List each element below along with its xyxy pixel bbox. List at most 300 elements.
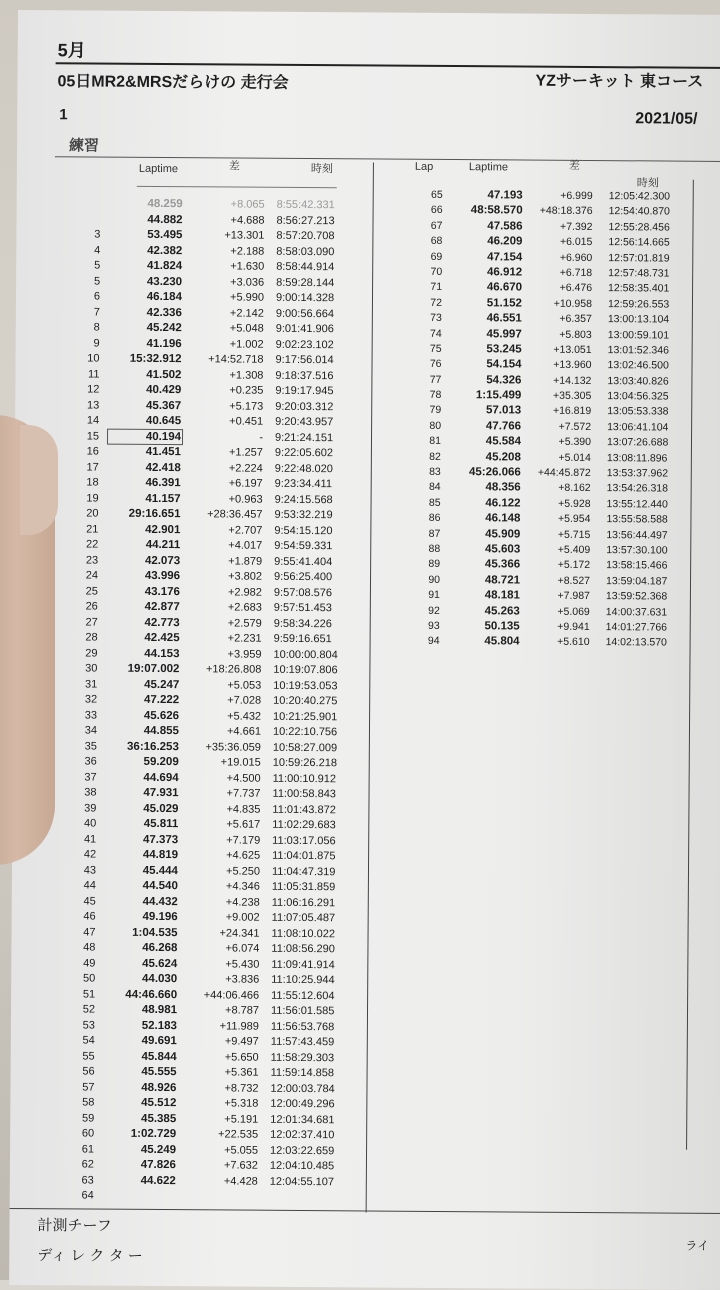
lap-time: 52.183 <box>105 1019 177 1032</box>
lap-diff: +0.963 <box>187 493 263 506</box>
timing-chief-label: 計測チーフ <box>37 1214 111 1236</box>
lap-diff: +4.688 <box>188 214 264 227</box>
lap-number: 71 <box>416 281 442 293</box>
lap-diff: +6.074 <box>183 942 259 955</box>
lap-time: 40.194 <box>109 430 181 443</box>
lap-diff: +8.162 <box>523 482 591 494</box>
lap-number: 51 <box>71 988 95 1000</box>
lap-clock: 13:00:59.101 <box>608 329 688 342</box>
lap-clock: 11:57:43.459 <box>271 1036 351 1049</box>
lap-clock: 13:02:46.500 <box>607 359 687 372</box>
lap-number: 19 <box>75 492 99 504</box>
lap-diff: +7.392 <box>524 220 592 232</box>
lap-time: 45:26.066 <box>449 466 521 479</box>
lap-diff: +0.451 <box>187 415 263 428</box>
lap-diff: +5.191 <box>182 1113 258 1126</box>
lap-diff: +13.301 <box>188 229 264 242</box>
lap-clock: 9:01:41.906 <box>276 323 356 336</box>
lap-clock: 11:58:29.303 <box>271 1051 351 1064</box>
lap-time: 42.073 <box>108 554 180 567</box>
lap-time: 44:46.660 <box>105 988 177 1001</box>
lap-diff: +8.732 <box>182 1082 258 1095</box>
lap-number: 65 <box>417 189 443 201</box>
lap-number: 25 <box>74 585 98 597</box>
lap-time: 45.247 <box>107 678 179 691</box>
lap-number: 5 <box>76 259 100 271</box>
lap-time: 41.502 <box>109 368 181 381</box>
lap-clock: 9:19:17.945 <box>275 385 355 398</box>
lap-time: 42.418 <box>109 461 181 474</box>
lap-diff: +4.835 <box>184 803 260 816</box>
lap-number: 53 <box>71 1019 95 1031</box>
lap-number: 14 <box>75 414 99 426</box>
lap-number: 75 <box>416 343 442 355</box>
lap-number: 29 <box>73 647 97 659</box>
lap-time: 41.196 <box>110 337 182 350</box>
left-col-clock: 時刻 <box>311 160 333 176</box>
lap-clock: 9:20:43.957 <box>275 416 355 429</box>
lap-number: 20 <box>74 507 98 519</box>
lap-clock: 12:05:42.300 <box>609 190 689 203</box>
lap-time: 46.391 <box>109 477 181 490</box>
lap-diff: +14:52.718 <box>188 353 264 366</box>
lap-time <box>104 1190 176 1191</box>
lap-clock: 13:59:52.368 <box>606 590 686 603</box>
lap-diff: +6.718 <box>524 266 592 278</box>
lap-number: 44 <box>72 879 96 891</box>
lap-clock: 13:55:58.588 <box>606 513 686 526</box>
lap-clock: 11:06:16.291 <box>272 896 352 909</box>
lap-diff: +5.990 <box>188 291 264 304</box>
lap-time: 47.826 <box>104 1159 176 1172</box>
lap-time: 45.444 <box>106 864 178 877</box>
lap-time: 45.804 <box>448 635 520 648</box>
lap-number: 50 <box>71 972 95 984</box>
lap-diff: +4.500 <box>185 772 261 785</box>
lap-time: 44.855 <box>107 725 179 738</box>
lap-number: 93 <box>414 620 440 632</box>
lap-number: 17 <box>75 461 99 473</box>
lap-number: 37 <box>73 771 97 783</box>
lap-diff: +2.224 <box>187 462 263 475</box>
lap-time: 46.268 <box>105 942 177 955</box>
lap-clock: 10:19:53.053 <box>273 679 353 692</box>
lap-diff: +4.428 <box>182 1175 258 1188</box>
lap-diff: +1.630 <box>188 260 264 273</box>
lap-number: 26 <box>74 600 98 612</box>
lap-time: 44.153 <box>107 647 179 660</box>
lap-clock: 9:57:51.453 <box>274 602 354 615</box>
lap-clock: 9:02:23.102 <box>276 338 356 351</box>
lap-clock: 10:22:10.756 <box>273 726 353 739</box>
lap-diff: +5.055 <box>182 1144 258 1157</box>
lap-rows-right <box>414 189 697 653</box>
lap-diff: +7.179 <box>184 834 260 847</box>
lap-clock: 8:58:44.914 <box>276 261 356 274</box>
lap-clock: 13:03:40.826 <box>607 375 687 388</box>
lap-diff: +7.987 <box>522 590 590 602</box>
lap-diff: +6.197 <box>187 477 263 490</box>
lap-time: 1:15.499 <box>449 389 521 402</box>
lap-time: 47.931 <box>106 787 178 800</box>
lap-number: 21 <box>74 523 98 535</box>
lap-number: 22 <box>74 538 98 550</box>
lap-number: 24 <box>74 569 98 581</box>
lap-number: 12 <box>75 383 99 395</box>
lap-number: 55 <box>71 1050 95 1062</box>
right-col-clock: 時刻 <box>637 174 659 190</box>
lap-clock: 11:08:10.022 <box>272 927 352 940</box>
lap-time: 51.152 <box>450 297 522 310</box>
lap-number: 23 <box>74 554 98 566</box>
lap-time: 36:16.253 <box>107 740 179 753</box>
lap-number: 76 <box>415 358 441 370</box>
lap-number: 30 <box>73 662 97 674</box>
lap-diff: +5.715 <box>522 528 590 540</box>
lap-clock: 13:06:41.104 <box>607 421 687 434</box>
lap-number: 56 <box>71 1065 95 1077</box>
lap-diff: +5.014 <box>523 451 591 463</box>
lap-number: 84 <box>415 481 441 493</box>
lap-clock: 9:21:24.151 <box>275 431 355 444</box>
lap-diff: +3.959 <box>185 648 261 661</box>
lap-number: 69 <box>416 250 442 262</box>
lap-diff: +10.958 <box>524 297 592 309</box>
right-col-laptime: Laptime <box>469 161 508 173</box>
lap-clock: 12:04:10.485 <box>270 1160 350 1173</box>
lap-number: 63 <box>70 1174 94 1186</box>
lap-time: 48.981 <box>105 1004 177 1017</box>
lap-diff: +5.173 <box>187 400 263 413</box>
lap-time: 47.154 <box>450 251 522 264</box>
lap-time: 1:02.729 <box>104 1128 176 1141</box>
lap-time: 44.211 <box>108 539 180 552</box>
lap-time: 45.811 <box>106 818 178 831</box>
lap-clock: 14:02:13.570 <box>606 636 686 649</box>
lap-clock: 11:05:31.859 <box>272 881 352 894</box>
lap-diff: +5.432 <box>185 710 261 723</box>
lap-time: 45.584 <box>449 435 521 448</box>
lap-clock: 9:24:15.568 <box>275 493 355 506</box>
lap-number: 38 <box>72 786 96 798</box>
lap-clock: 9:56:25.400 <box>274 571 354 584</box>
lap-clock: 12:56:14.665 <box>608 236 688 249</box>
lap-clock: 10:19:07.806 <box>273 664 353 677</box>
lap-clock: 10:20:40.275 <box>273 695 353 708</box>
lap-diff: +19.015 <box>185 756 261 769</box>
lap-time: 43.176 <box>108 585 180 598</box>
lap-rows-left <box>70 213 357 1207</box>
lap-clock: 11:55:12.604 <box>271 989 351 1002</box>
lap-number: 89 <box>414 558 440 570</box>
lap-diff: +4.238 <box>184 896 260 909</box>
lap-number: 85 <box>415 497 441 509</box>
lap-time: 42.336 <box>110 306 182 319</box>
left-col-laptime: Laptime <box>139 163 178 175</box>
lap-number: 54 <box>71 1034 95 1046</box>
lap-time: 45.385 <box>104 1112 176 1125</box>
lap-diff: +5.390 <box>523 436 591 448</box>
lap-diff: +7.737 <box>184 787 260 800</box>
lap-number: 62 <box>70 1158 94 1170</box>
lap-time: 45.555 <box>105 1066 177 1079</box>
lap-time: 47.586 <box>450 220 522 233</box>
lap-time: 49.196 <box>106 911 178 924</box>
lap-number: 90 <box>414 574 440 586</box>
lap-number: 27 <box>74 616 98 628</box>
lap-diff: +7.632 <box>182 1159 258 1172</box>
lap-clock: 9:55:41.404 <box>274 555 354 568</box>
lap-diff <box>182 1190 258 1191</box>
lap-table-left <box>70 197 357 1206</box>
lap-diff: +9.002 <box>184 911 260 924</box>
event-title: 05日MR2&MRSだらけの 走行会 <box>57 68 288 93</box>
lap-diff: +8.065 <box>189 198 265 211</box>
lap-number: 16 <box>75 445 99 457</box>
lap-clock: 12:54:40.870 <box>609 206 689 219</box>
lap-clock: 13:08:11.896 <box>607 452 687 465</box>
lap-number: 45 <box>72 895 96 907</box>
lap-number: 32 <box>73 693 97 705</box>
lap-number: 57 <box>70 1081 94 1093</box>
lap-clock: 11:56:53.768 <box>271 1020 351 1033</box>
lap-diff: +5.172 <box>522 559 590 571</box>
lap-number: 4 <box>76 244 100 256</box>
lap-number: 8 <box>76 321 100 333</box>
lap-diff: +1.879 <box>186 555 262 568</box>
lap-number: 36 <box>73 755 97 767</box>
lap-clock: 13:54:26.318 <box>607 483 687 496</box>
lap-time: 46.551 <box>450 312 522 325</box>
lap-time: 45.997 <box>450 328 522 341</box>
lap-diff: +6.960 <box>524 251 592 263</box>
footer-right-text: ライ <box>685 1237 709 1254</box>
lap-diff: +4.625 <box>184 849 260 862</box>
lap-number: 18 <box>75 476 99 488</box>
lap-clock: 9:00:56.664 <box>276 307 356 320</box>
lap-diff: +13.051 <box>524 343 592 355</box>
lap-clock: 11:10:25.944 <box>271 974 351 987</box>
lap-time: 48.259 <box>111 198 183 211</box>
lap-time: 40.645 <box>109 415 181 428</box>
lap-clock: 12:01:34.681 <box>270 1113 350 1126</box>
lap-number: 39 <box>72 802 96 814</box>
lap-time: 45.366 <box>448 558 520 571</box>
lap-number: 6 <box>76 290 100 302</box>
lap-clock <box>270 1191 350 1192</box>
lap-diff: +16.819 <box>523 405 591 417</box>
lap-number: 82 <box>415 450 441 462</box>
lap-clock: 8:56:27.213 <box>276 214 356 227</box>
lap-clock: 12:59:26.553 <box>608 298 688 311</box>
lap-time: 46.209 <box>450 235 522 248</box>
lap-table-right <box>414 189 697 653</box>
lap-clock: 9:17:56.014 <box>276 354 356 367</box>
lap-number: 48 <box>71 941 95 953</box>
lap-time: 42.901 <box>108 523 180 536</box>
lap-clock: 9:20:03.312 <box>275 400 355 413</box>
table-row <box>70 1189 350 1206</box>
lap-number: 9 <box>76 337 100 349</box>
lap-time: 45.626 <box>107 709 179 722</box>
lap-diff: +48:18.376 <box>525 205 593 217</box>
lap-diff: +14.132 <box>523 374 591 386</box>
lap-diff: +5.250 <box>184 865 260 878</box>
lap-clock: 9:58:34.226 <box>274 617 354 630</box>
lap-number: 35 <box>73 740 97 752</box>
thumb <box>20 425 58 535</box>
lap-clock: 9:22:05.602 <box>275 447 355 460</box>
lap-time: 44.622 <box>104 1174 176 1187</box>
lap-number: 83 <box>415 466 441 478</box>
lap-clock: 13:07:26.688 <box>607 436 687 449</box>
lap-time: 46.912 <box>450 266 522 279</box>
lap-diff: +5.053 <box>185 679 261 692</box>
lap-diff: +5.650 <box>183 1051 259 1064</box>
lap-time: 48.926 <box>104 1081 176 1094</box>
lap-number: 92 <box>414 604 440 616</box>
lap-diff: +2.142 <box>188 307 264 320</box>
lap-clock: 11:04:47.319 <box>272 865 352 878</box>
lap-diff: +5.318 <box>182 1097 258 1110</box>
lap-clock: 9:59:16.651 <box>274 633 354 646</box>
lap-time: 40.429 <box>109 384 181 397</box>
lap-diff: +9.497 <box>183 1035 259 1048</box>
lap-clock: 13:53:37.962 <box>607 467 687 480</box>
lap-diff: +5.048 <box>188 322 264 335</box>
lap-number: 15 <box>75 430 99 442</box>
lap-time: 45.249 <box>104 1143 176 1156</box>
lap-diff: +5.409 <box>522 544 590 556</box>
lap-number: 77 <box>415 373 441 385</box>
lap-number: 59 <box>70 1112 94 1124</box>
lap-diff: +1.308 <box>187 369 263 382</box>
lap-clock: 13:55:12.440 <box>607 498 687 511</box>
lap-clock: 13:04:56.325 <box>607 390 687 403</box>
lap-clock: 12:55:28.456 <box>608 221 688 234</box>
lap-diff: +0.235 <box>187 384 263 397</box>
lap-clock: 11:03:17.056 <box>272 834 352 847</box>
lap-clock: 11:59:14.858 <box>271 1067 351 1080</box>
lap-time: 49.691 <box>105 1035 177 1048</box>
lap-clock: 12:57:48.731 <box>608 267 688 280</box>
lap-time: 48.721 <box>448 574 520 587</box>
lap-clock: 11:08:56.290 <box>271 943 351 956</box>
lap-number: 41 <box>72 833 96 845</box>
lap-number: 94 <box>414 635 440 647</box>
lap-diff: +1.257 <box>187 446 263 459</box>
lap-clock: 13:59:04.187 <box>606 575 686 588</box>
lap-number: 3 <box>76 228 100 240</box>
lap-time: 45.029 <box>106 802 178 815</box>
right-col-lap: Lap <box>415 161 433 173</box>
lap-number: 40 <box>72 817 96 829</box>
lap-number: 33 <box>73 709 97 721</box>
lap-time: 19:07.002 <box>107 663 179 676</box>
lap-clock: 12:57:01.819 <box>608 252 688 265</box>
lap-clock: 11:02:29.683 <box>272 819 352 832</box>
lap-clock: 10:59:26.218 <box>273 757 353 770</box>
lap-diff: +35.305 <box>523 390 591 402</box>
lap-diff: +28:36.457 <box>186 508 262 521</box>
lap-clock: 9:54:15.120 <box>274 524 354 537</box>
lap-number: 91 <box>414 589 440 601</box>
lap-clock: 11:56:01.585 <box>271 1005 351 1018</box>
lap-diff: +2.707 <box>186 524 262 537</box>
lap-number: 10 <box>76 352 100 364</box>
lap-time: 45.242 <box>110 322 182 335</box>
month-label: 5月 <box>58 36 86 62</box>
lap-diff: +2.579 <box>186 617 262 630</box>
lap-time: 41.824 <box>110 260 182 273</box>
lap-time: 45.603 <box>448 543 520 556</box>
lap-number: 78 <box>415 389 441 401</box>
lap-number: 86 <box>414 512 440 524</box>
lap-number: 58 <box>70 1096 94 1108</box>
lap-diff: +5.954 <box>522 513 590 525</box>
lap-diff: +18:26.808 <box>185 663 261 676</box>
lap-clock: 14:00:37.631 <box>606 606 686 619</box>
lap-time: 45.844 <box>105 1050 177 1063</box>
lap-diff: +5.069 <box>522 605 590 617</box>
lap-clock: 11:01:43.872 <box>272 803 352 816</box>
lap-number: 68 <box>416 235 442 247</box>
lap-diff: +6.357 <box>524 313 592 325</box>
lap-clock: 11:09:41.914 <box>271 958 351 971</box>
lap-time: 54.326 <box>449 374 521 387</box>
lap-number: 72 <box>416 297 442 309</box>
lap-number: 81 <box>415 435 441 447</box>
lap-diff: +44:45.872 <box>523 467 591 479</box>
lap-diff: +3.836 <box>183 973 259 986</box>
lap-diff: - <box>187 431 263 444</box>
lap-diff: +5.430 <box>183 958 259 971</box>
lap-time: 44.819 <box>106 849 178 862</box>
lap-number: 88 <box>414 543 440 555</box>
lap-diff: +44:06.466 <box>183 989 259 1002</box>
lap-time: 45.367 <box>109 399 181 412</box>
lap-time: 57.013 <box>449 404 521 417</box>
lap-clock: 13:57:30.100 <box>606 544 686 557</box>
lap-diff: +24.341 <box>184 927 260 940</box>
lap-diff: +4.661 <box>185 725 261 738</box>
lap-time: 42.773 <box>108 616 180 629</box>
lap-time: 53.245 <box>450 343 522 356</box>
lap-diff: +13.960 <box>523 359 591 371</box>
lap-clock: 10:21:25.901 <box>273 710 353 723</box>
lap-time: 44.432 <box>106 895 178 908</box>
lap-diff: +2.188 <box>188 245 264 258</box>
lap-number: 43 <box>72 864 96 876</box>
lap-clock: 9:53:32.219 <box>274 509 354 522</box>
lap-number: 28 <box>74 631 98 643</box>
lap-time: 1:04.535 <box>106 926 178 939</box>
lap-clock: 10:58:27.009 <box>273 741 353 754</box>
lap-number: 42 <box>72 848 96 860</box>
lap-clock: 9:23:34.411 <box>275 478 355 491</box>
lap-diff: +8.787 <box>183 1004 259 1017</box>
lap-number: 74 <box>416 327 442 339</box>
lap-clock: 13:01:52.346 <box>608 344 688 357</box>
lap-number: 49 <box>71 957 95 969</box>
lap-diff: +7.028 <box>185 694 261 707</box>
table-row <box>414 635 694 652</box>
lap-diff: +3.802 <box>186 570 262 583</box>
lap-number: 11 <box>75 368 99 380</box>
lap-number: 13 <box>75 399 99 411</box>
lap-clock: 9:57:08.576 <box>274 586 354 599</box>
lap-clock: 14:01:27.766 <box>606 621 686 634</box>
